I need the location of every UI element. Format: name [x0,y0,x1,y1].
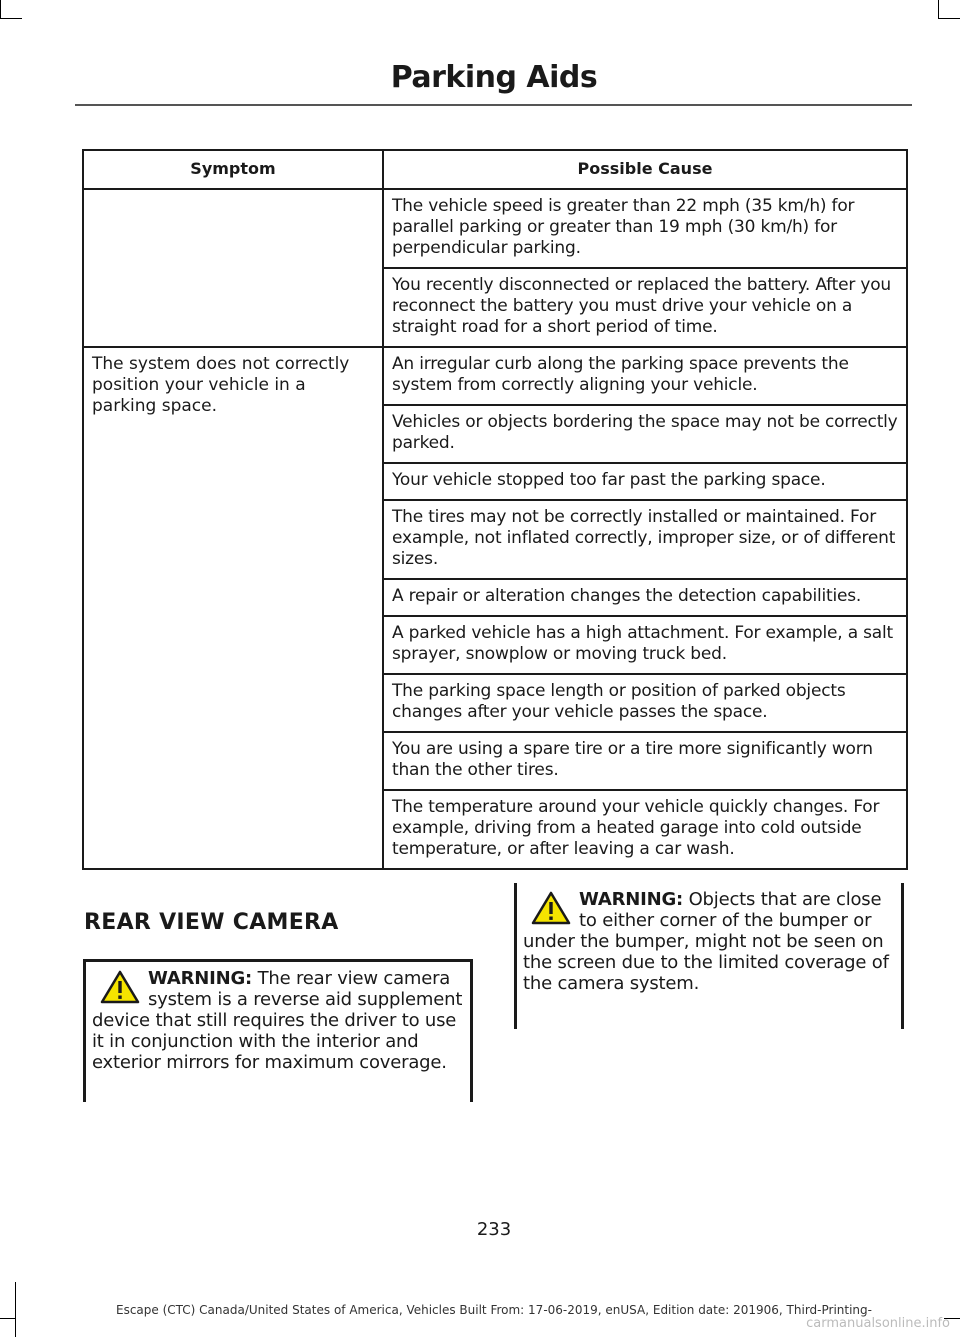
cause-cell: A repair or alteration changes the detection capabilities. [383,579,907,616]
cause-cell: The tires may not be correctly installed or maintained. For example, not inflated correctly, improper size, or of different sizes. [383,500,907,579]
table-row [83,189,907,268]
warning-label: WARNING: [148,968,253,989]
edition-footer: Escape (CTC) Canada/United States of America, Vehicles Built From: 17-06-2019, enUSA, Edition date: 201906, Third-Printing- [116,1303,872,1317]
column-header-possible-cause: Possible Cause [383,150,907,189]
table-header-row [83,150,907,189]
table-row [83,347,907,405]
warning-text: Objects that are close to either corner of the bumper or under the bumper, might not be seen on the screen due to the limited coverage of the camera system. [523,889,889,994]
crop-mark [938,18,960,19]
title-divider [75,104,912,106]
cause-cell: The vehicle speed is greater than 22 mph (35 km/h) for parallel parking or greater than 19 mph (30 km/h) for perpendicular parking. [383,189,907,268]
section-heading: REAR VIEW CAMERA [84,910,339,935]
cause-cell: You are using a spare tire or a tire more significantly worn than the other tires. [383,732,907,790]
symptom-cell: The system does not correctly position your vehicle in a parking space. [83,347,383,869]
cause-cell: Vehicles or objects bordering the space may not be correctly parked. [383,405,907,463]
warning-box-bumper-coverage [514,883,904,1029]
crop-mark [0,0,1,18]
warning-triangle-icon [531,891,571,925]
crop-mark [0,1318,16,1319]
warning-triangle-icon [100,970,140,1004]
crop-mark [938,0,939,18]
symptom-cell [83,189,383,347]
warning-label: WARNING: [579,889,684,910]
cause-cell: You recently disconnected or replaced the battery. After you reconnect the battery you must drive your vehicle on a straight road for a short period of time. [383,268,907,347]
cause-cell: The temperature around your vehicle quickly changes. For example, driving from a heated garage into cold outside temperature, or after leaving a car wash. [383,790,907,869]
crop-mark [0,18,22,19]
cause-cell: The parking space length or position of parked objects changes after your vehicle passes the space. [383,674,907,732]
page-number: 233 [476,1219,512,1240]
column-header-symptom: Symptom [83,150,383,189]
watermark: carmanualsonline.info [806,1316,950,1331]
troubleshooting-table [82,149,908,870]
page-title: Parking Aids [390,60,598,95]
cause-cell: An irregular curb along the parking space prevents the system from correctly aligning your vehicle. [383,347,907,405]
cause-cell: Your vehicle stopped too far past the parking space. [383,463,907,500]
warning-text: The rear view camera system is a reverse aid supplement device that still requires the driver to use it in conjunction with the interior and exterior mirrors for maximum coverage. [92,968,463,1073]
warning-box-rear-camera [83,959,473,1102]
cause-cell: A parked vehicle has a high attachment. For example, a salt sprayer, snowplow or moving truck bed. [383,616,907,674]
